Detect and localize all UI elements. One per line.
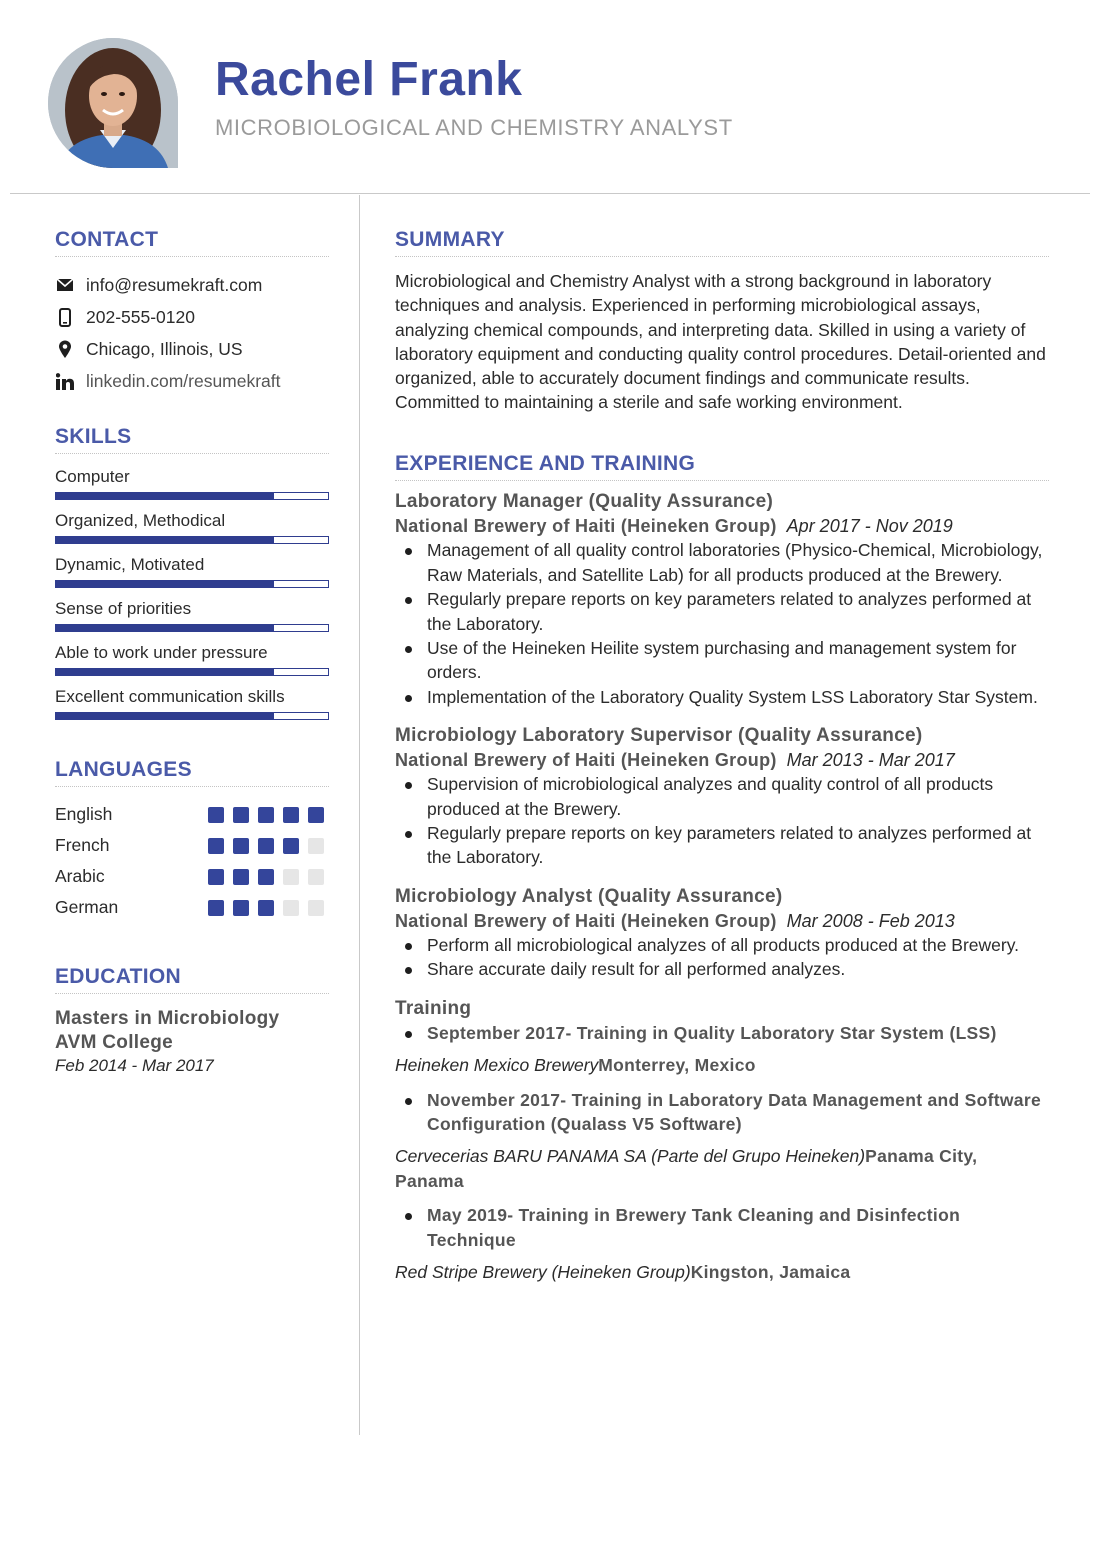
education-school: AVM College — [55, 1032, 174, 1054]
section-rule — [395, 480, 1049, 481]
phone-icon — [55, 307, 75, 327]
level-dot-empty — [308, 838, 324, 854]
training-location — [395, 1144, 1049, 1193]
languages-section — [55, 758, 329, 923]
language-name: French — [55, 835, 110, 856]
languages-heading: LANGUAGES — [55, 758, 192, 782]
language-item — [55, 799, 329, 830]
job-entry — [395, 489, 1049, 709]
training-location — [395, 1053, 1049, 1078]
education-dates: Feb 2014 - Mar 2017 — [55, 1056, 214, 1076]
job-subtitle — [395, 909, 1049, 933]
level-dot-filled — [233, 869, 249, 885]
contact-phone[interactable] — [55, 301, 329, 333]
location-pin-icon — [55, 339, 75, 359]
training-block — [395, 996, 1049, 1285]
training-bullets — [395, 1021, 1049, 1045]
skill-label: Dynamic, Motivated — [55, 555, 205, 575]
job-bullet: Regularly prepare reports on key parameters related to analyzes performed at the Laboratory. — [395, 587, 1049, 636]
skill-item — [55, 642, 329, 676]
linkedin-icon — [55, 371, 75, 391]
skill-bar-fill — [56, 669, 274, 675]
job-dates: Mar 2013 - Mar 2017 — [786, 750, 955, 771]
training-org: Red Stripe Brewery (Heineken Group) — [395, 1262, 691, 1283]
training-course: November 2017- Training in Laboratory Data Management and Software Configuration (Qualass V5 Software) — [395, 1088, 1049, 1137]
skill-bar — [55, 712, 329, 720]
location-text: Chicago, Illinois, US — [86, 338, 243, 359]
language-level-dots — [208, 807, 324, 823]
skill-bar-fill — [56, 625, 274, 631]
job-bullets — [395, 933, 1049, 982]
job-title: Microbiology Analyst (Quality Assurance) — [395, 885, 783, 907]
job-bullet: Share accurate daily result for all performed analyzes. — [395, 957, 1049, 981]
skill-bar — [55, 580, 329, 588]
training-bullets — [395, 1088, 1049, 1137]
candidate-title: MICROBIOLOGICAL AND CHEMISTRY ANALYST — [215, 115, 733, 140]
skill-bar — [55, 668, 329, 676]
language-level-dots — [208, 900, 324, 916]
section-rule — [55, 453, 329, 454]
level-dot-empty — [283, 869, 299, 885]
job-title: Laboratory Manager (Quality Assurance) — [395, 491, 774, 513]
job-subtitle — [395, 748, 1049, 772]
summary-section — [395, 228, 1049, 414]
level-dot-filled — [208, 900, 224, 916]
job-title: Microbiology Laboratory Supervisor (Quality Assurance) — [395, 725, 923, 747]
job-entry — [395, 884, 1049, 982]
training-city: Kingston, Jamaica — [690, 1262, 851, 1283]
level-dot-filled — [258, 900, 274, 916]
summary-heading: SUMMARY — [395, 228, 505, 251]
level-dot-filled — [208, 869, 224, 885]
job-company: National Brewery of Haiti (Heineken Group) — [395, 750, 777, 771]
training-city: Panama City, Panama — [395, 1146, 978, 1191]
skill-item — [55, 466, 329, 500]
job-company: National Brewery of Haiti (Heineken Group) — [395, 516, 777, 537]
left-column — [55, 228, 329, 1077]
skill-bar — [55, 492, 329, 500]
job-subtitle — [395, 514, 1049, 538]
skill-item — [55, 554, 329, 588]
email-text: info@resumekraft.com — [86, 274, 263, 295]
training-bullets — [395, 1203, 1049, 1252]
education-section — [55, 965, 329, 1077]
level-dot-empty — [283, 900, 299, 916]
skill-bar-fill — [56, 537, 274, 543]
skill-bar-fill — [56, 713, 274, 719]
skills-section — [55, 425, 329, 720]
job-entry — [395, 723, 1049, 870]
header-divider — [10, 193, 1090, 194]
candidate-name: Rachel Frank — [215, 53, 523, 106]
job-bullet: Management of all quality control laboratories (Physico-Chemical, Microbiology, Raw Materials, and Satellite Lab) for all products produced at the Brewery. — [395, 538, 1049, 587]
skill-label: Excellent communication skills — [55, 687, 285, 707]
section-rule — [55, 786, 329, 787]
training-city: Monterrey, Mexico — [598, 1055, 756, 1076]
column-divider — [359, 195, 360, 1435]
job-bullet: Implementation of the Laboratory Quality System LSS Laboratory Star System. — [395, 685, 1049, 709]
job-company: National Brewery of Haiti (Heineken Group) — [395, 910, 777, 931]
experience-heading: EXPERIENCE AND TRAINING — [395, 452, 696, 476]
language-name: German — [55, 897, 119, 918]
training-course: May 2019- Training in Brewery Tank Cleaning and Disinfection Technique — [395, 1203, 1049, 1252]
skills-heading: SKILLS — [55, 425, 132, 449]
level-dot-filled — [308, 807, 324, 823]
contact-section — [55, 228, 329, 397]
skill-bar-fill — [56, 581, 274, 587]
level-dot-filled — [258, 807, 274, 823]
education-degree: Masters in Microbiology — [55, 1008, 280, 1030]
language-item — [55, 892, 329, 923]
skill-item — [55, 510, 329, 544]
contact-location — [55, 333, 329, 365]
email-icon — [55, 275, 75, 295]
linkedin-text: linkedin.com/resumekraft — [86, 370, 281, 391]
right-column — [395, 228, 1049, 1295]
level-dot-filled — [258, 869, 274, 885]
contact-email[interactable] — [55, 269, 329, 301]
job-dates: Apr 2017 - Nov 2019 — [786, 516, 953, 537]
level-dot-empty — [308, 869, 324, 885]
job-bullet: Regularly prepare reports on key parameters related to analyzes performed at the Laboratory. — [395, 821, 1049, 870]
phone-text: 202-555-0120 — [86, 306, 195, 327]
language-level-dots — [208, 869, 324, 885]
level-dot-filled — [208, 838, 224, 854]
training-heading: Training — [395, 997, 472, 1019]
skill-bar-fill — [56, 493, 274, 499]
section-rule — [55, 993, 329, 994]
skill-label: Sense of priorities — [55, 599, 192, 619]
level-dot-empty — [308, 900, 324, 916]
skill-label: Organized, Methodical — [55, 511, 226, 531]
language-item — [55, 861, 329, 892]
language-name: English — [55, 804, 113, 825]
skill-bar — [55, 624, 329, 632]
job-bullets — [395, 538, 1049, 709]
job-bullet: Supervision of microbiological analyzes and quality control of all products produced at the Brewery. — [395, 772, 1049, 821]
skill-bar — [55, 536, 329, 544]
contact-heading: CONTACT — [55, 228, 159, 251]
job-bullets — [395, 772, 1049, 870]
training-location — [395, 1260, 1049, 1285]
skill-label: Computer — [55, 467, 130, 487]
section-rule — [55, 256, 329, 257]
profile-photo — [48, 38, 178, 168]
skill-item — [55, 598, 329, 632]
contact-linkedin[interactable] — [55, 365, 329, 397]
skills-list — [55, 466, 329, 720]
training-course: September 2017- Training in Quality Laboratory Star System (LSS) — [395, 1021, 1049, 1045]
level-dot-filled — [233, 838, 249, 854]
training-org: Heineken Mexico Brewery — [395, 1055, 599, 1076]
level-dot-filled — [233, 900, 249, 916]
section-rule — [395, 256, 1049, 257]
language-name: Arabic — [55, 866, 105, 887]
language-item — [55, 830, 329, 861]
level-dot-filled — [283, 807, 299, 823]
job-bullet: Use of the Heineken Heilite system purchasing and management system for orders. — [395, 636, 1049, 685]
level-dot-filled — [258, 838, 274, 854]
training-org: Cervecerias BARU PANAMA SA (Parte del Grupo Heineken) — [395, 1146, 866, 1167]
experience-section — [395, 452, 1049, 1284]
skill-item — [55, 686, 329, 720]
job-bullet: Perform all microbiological analyzes of all products produced at the Brewery. — [395, 933, 1049, 957]
level-dot-filled — [208, 807, 224, 823]
summary-text: Microbiological and Chemistry Analyst with a strong background in laboratory techniques and analysis. Experienced in performing microbiological assays, analyzing chemical compounds, and interpreting data. Skilled in using a variety of laboratory equipment and conducting quality control procedures. Detail-oriented and organized, able to accurately document findings and communicate results. Committed to maintaining a sterile and safe working environment. — [395, 271, 1046, 413]
job-dates: Mar 2008 - Feb 2013 — [786, 910, 955, 931]
education-heading: EDUCATION — [55, 965, 181, 989]
level-dot-filled — [233, 807, 249, 823]
language-level-dots — [208, 838, 324, 854]
skill-label: Able to work under pressure — [55, 643, 268, 663]
level-dot-filled — [283, 838, 299, 854]
